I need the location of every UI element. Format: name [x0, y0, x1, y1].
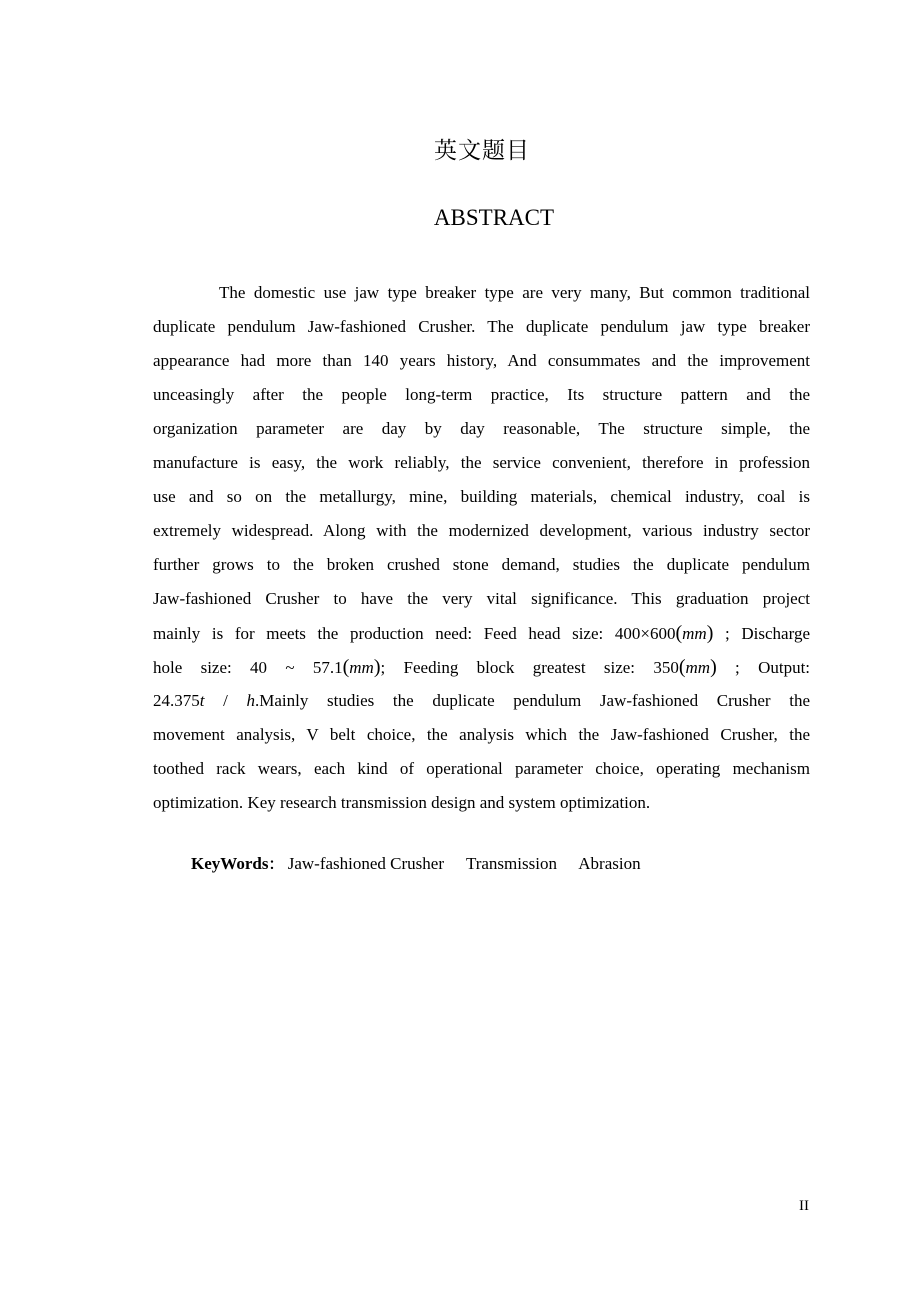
chinese-title: 英文题目 [434, 138, 530, 164]
feed-size-formula: 400×600(mm) [614, 622, 714, 644]
abstract-line: unceasingly after the people long-term practice, Its structure pattern and the [153, 385, 810, 404]
formula-number: 400×600 [614, 624, 676, 643]
abstract-line-discharge [153, 650, 810, 684]
line-text: hole size: [153, 658, 232, 677]
abstract-line-output [153, 684, 810, 718]
abstract-line: extremely widespread. Along with the modernized development, various industry sector [153, 521, 810, 540]
abstract-line: Jaw-fashioned Crusher to have the very vital significance. This graduation project [153, 589, 810, 608]
abstract-line: toothed rack wears, each kind of operational parameter choice, operating mechanism [153, 759, 810, 778]
abstract-line: The domestic use jaw type breaker type are very many, But common traditional [219, 283, 810, 302]
formula-unit: mm [349, 658, 374, 677]
keyword-item: Abrasion [578, 854, 641, 873]
keyword-item: Jaw-fashioned Crusher [287, 854, 444, 873]
abstract-line: further grows to the broken crushed stone demand, studies the duplicate pendulum [153, 555, 810, 574]
line-text: mainly is for meets the production need: Feed head size: [153, 624, 604, 643]
abstract-line: duplicate pendulum Jaw-fashioned Crusher. The duplicate pendulum jaw type breaker [153, 317, 810, 336]
formula-number: 24.375 [153, 691, 200, 710]
line-text: .Mainly studies the duplicate pendulum Jaw-fashioned Crusher the [255, 691, 810, 710]
discharge-formula: 40 ~ 57.1(mm) [250, 656, 381, 678]
abstract-line: organization parameter are day by day reasonable, The structure simple, the [153, 419, 810, 438]
abstract-line: appearance had more than 140 years history, And consummates and the improvement [153, 351, 810, 370]
abstract-line: optimization. Key research transmission design and system optimization. [153, 793, 651, 812]
block-size-formula: 350(mm) [653, 656, 717, 678]
formula-unit-t: t [199, 691, 205, 710]
line-text: ; Feeding block greatest size: [380, 658, 636, 677]
formula-unit: mm [685, 658, 711, 677]
abstract-line: use and so on the metallurgy, mine, building materials, chemical industry, coal is [153, 487, 810, 506]
abstract-heading: ABSTRACT [433, 205, 555, 230]
formula-number: 350 [653, 658, 679, 677]
line-text: ; Output: [735, 658, 811, 677]
formula-unit: mm [682, 624, 707, 643]
abstract-line: movement analysis, V belt choice, the analysis which the Jaw-fashioned Crusher, the [153, 725, 810, 744]
keyword-item: Transmission [465, 854, 557, 873]
keywords-separator: ： [268, 855, 284, 873]
page-number: II [799, 1198, 809, 1214]
abstract-line-feed-size [153, 616, 810, 650]
abstract-body [153, 276, 810, 820]
keywords-line [191, 853, 659, 874]
formula-slash: / [204, 691, 247, 710]
output-formula [153, 691, 255, 710]
formula-number: 40 ~ 57.1 [250, 658, 343, 677]
abstract-line: manufacture is easy, the work reliably, the service convenient, therefore in profession [153, 453, 810, 472]
formula-unit-h: h [246, 691, 256, 710]
line-text: ; Discharge [725, 624, 810, 643]
keywords-label: KeyWords [191, 854, 269, 873]
